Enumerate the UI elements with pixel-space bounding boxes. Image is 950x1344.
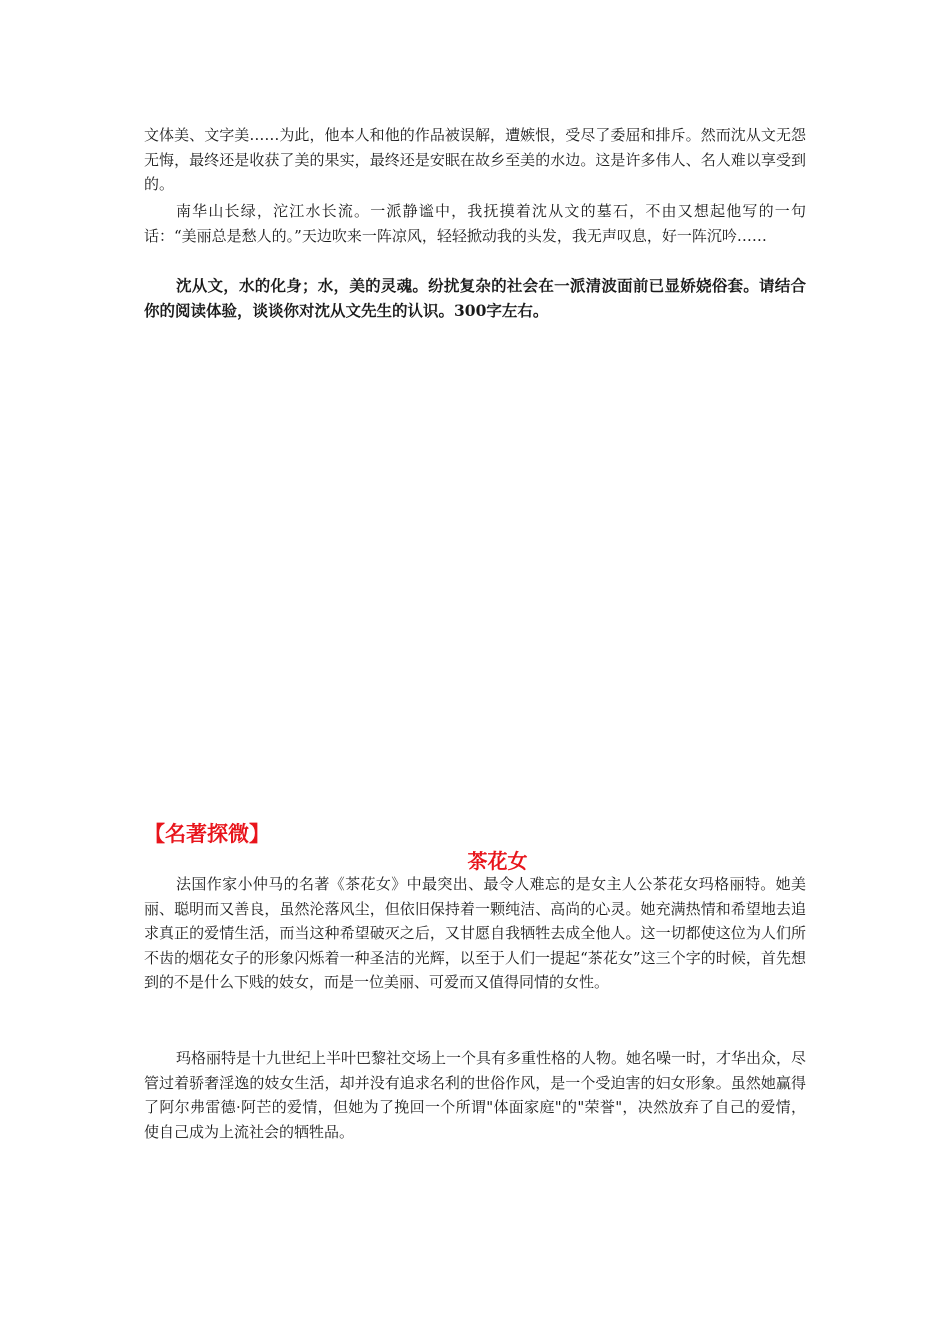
section-label: 【名著探微】	[144, 822, 270, 846]
essay-paragraph-1: 文体美、文字美……为此，他本人和他的作品被误解，遭嫉恨，受尽了委屈和排斥。然而沈从文无怨无悔，最终还是收获了美的果实，最终还是安眠在故乡至美的水边。这是许多伟人、名人难以享受到的。	[144, 126, 806, 193]
essay-paragraph-2: 南华山长绿，沱江水长流。一派静谧中，我抚摸着沈从文的墓石，不由又想起他写的一句话：“美丽总是愁人的。”天边吹来一阵凉风，轻轻掀动我的头发，我无声叹息，好一阵沉吟……	[144, 202, 806, 245]
section-paragraph-1: 法国作家小仲马的名著《茶花女》中最突出、最令人难忘的是女主人公茶花女玛格丽特。她美丽、聪明而又善良，虽然沦落风尘，但依旧保持着一颗纯洁、高尚的心灵。她充满热情和希望地去追求真正的爱情生活，而当这种希望破灭之后，又甘愿自我牺牲去成全他人。这一切都使这位为人们所不齿的烟花女子的形象闪烁着一种圣洁的光辉，以至于人们一提起“茶花女”这三个字的时候，首先想到的不是什么下贱的妓女，而是一位美丽、可爱而又值得同情的女性。	[144, 875, 806, 991]
section-paragraph-2: 玛格丽特是十九世纪上半叶巴黎社交场上一个具有多重性格的人物。她名噪一时，才华出众，尽管过着骄奢淫逸的妓女生活，却并没有追求名利的世俗作风，是一个受迫害的妇女形象。虽然她赢得了阿尔弗雷德·阿芒的爱情，但她为了挽回一个所谓"体面家庭"的"荣誉"，决然放弃了自己的爱情，使自己成为上流社会的牺牲品。	[144, 1049, 807, 1141]
writing-prompt: 沈从文，水的化身；水，美的灵魂。纷扰复杂的社会在一派清波面前已显娇娆俗套。请结合你的阅读体验，谈谈你对沈从文先生的认识。300字左右。	[144, 276, 806, 320]
section-title: 茶花女	[467, 849, 528, 873]
